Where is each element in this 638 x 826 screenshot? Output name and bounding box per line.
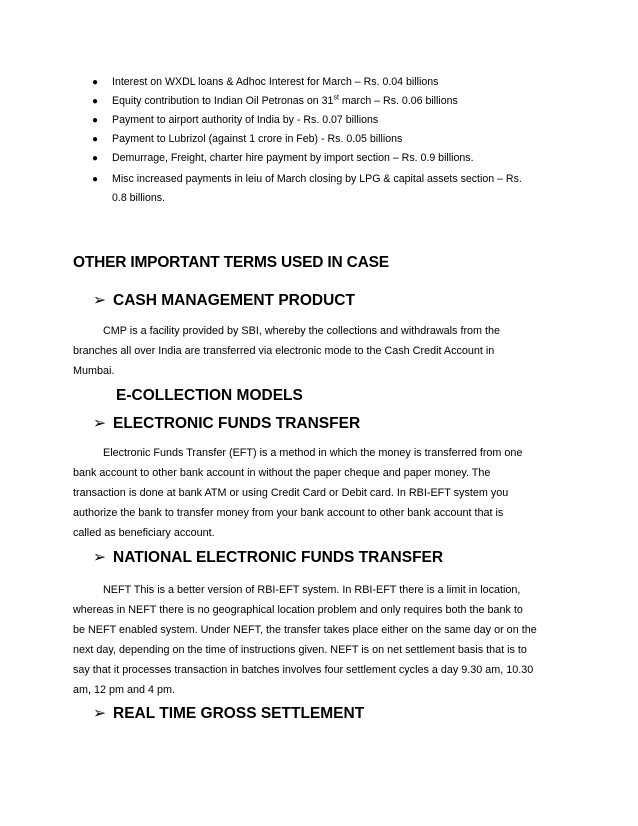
arrow-bullet-icon: ➢ [93,292,106,309]
payments-bullet-list [92,73,532,208]
arrow-bullet-icon: ➢ [93,415,106,432]
bullet-icon: ● [92,115,99,126]
list-item: ● Misc increased payments in leiu of March closing by LPG & capital assets section – Rs. 0.8 billions. [92,170,532,208]
list-item: ● Equity contribution to Indian Oil Petronas on 31st march – Rs. 0.06 billions [92,92,532,111]
bullet-icon: ● [92,96,99,107]
bullet-icon: ● [92,134,99,145]
heading-electronic-funds-transfer: ➢ ELECTRONIC FUNDS TRANSFER [93,415,361,432]
heading-cash-management-product: ➢ CASH MANAGEMENT PRODUCT [93,292,355,309]
bullet-icon: ● [92,153,99,164]
heading-real-time-gross-settlement: ➢ REAL TIME GROSS SETTLEMENT [93,705,365,722]
list-item: ● Payment to airport authority of India by - Rs. 0.07 billions [92,111,532,130]
section-heading-other-terms: OTHER IMPORTANT TERMS USED IN CASE [73,254,389,271]
list-item: ● Payment to Lubrizol (against 1 crore in Feb) - Rs. 0.05 billions [92,130,532,149]
arrow-bullet-icon: ➢ [93,705,106,722]
arrow-bullet-icon: ➢ [93,549,106,566]
bullet-icon: ● [92,174,99,185]
bullet-icon: ● [92,77,99,88]
list-item: ● Demurrage, Freight, charter hire payment by import section – Rs. 0.9 billions. [92,149,532,168]
eft-paragraph: Electronic Funds Transfer (EFT) is a method in which the money is transferred from one bank account to other bank account in without the paper cheque and paper money. The transaction is done at bank ATM or using Credit Card or Debit card. In RBI-EFT system you authorize the bank to transfer money from your bank account to other bank account that is called as beneficiary account. [73,447,523,539]
heading-e-collection-models: E-COLLECTION MODELS [116,387,303,404]
list-item: ● Interest on WXDL loans & Adhoc Interest for March – Rs. 0.04 billions [92,73,532,92]
cmp-paragraph: CMP is a facility provided by SBI, whereby the collections and withdrawals from the branches all over India are transferred via electronic mode to the Cash Credit Account in Mumbai. [73,325,501,377]
heading-national-electronic-funds-transfer: ➢ NATIONAL ELECTRONIC FUNDS TRANSFER [93,549,444,566]
neft-paragraph: NEFT This is a better version of RBI-EFT system. In RBI-EFT there is a limit in location, whereas in NEFT there is no geographical location problem and only requires both the bank to be NEFT enabled system. Under NEFT, the transfer takes place either on the same day or on the next day, depending on the time of instructions given. NEFT is on net settlement basis that is to say that it processes transaction in batches involves four settlement cycles a day 9.30 am, 10.30 am, 12 pm and 4 pm. [73,584,537,696]
